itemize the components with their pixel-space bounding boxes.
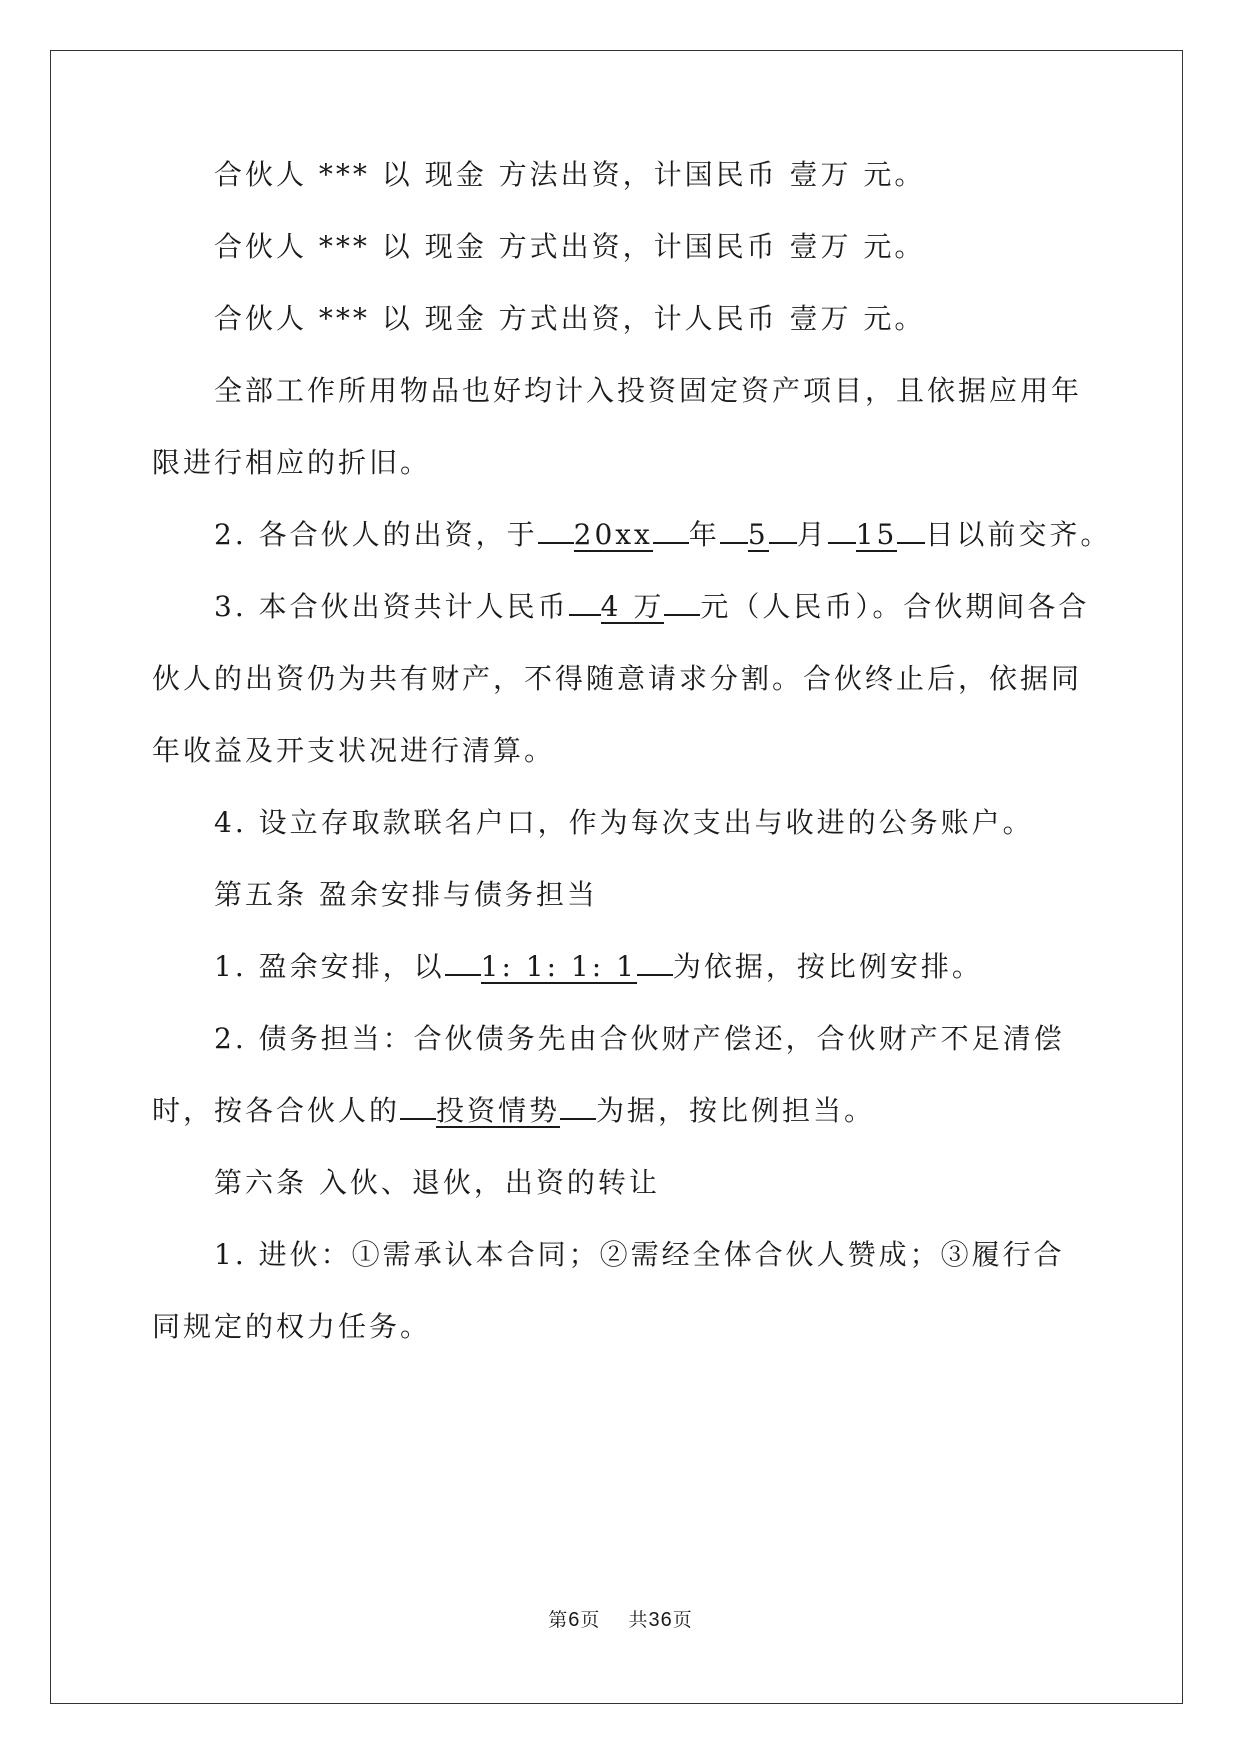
paragraph: 1. 进伙：①需承认本合同；②需经全体合伙人赞成；③履行合	[214, 1238, 1065, 1271]
page-number: 6	[568, 1609, 581, 1631]
section-heading: 第六条 入伙、退伙，出资的转让	[214, 1166, 660, 1199]
paragraph: 限进行相应的折旧。	[152, 446, 432, 479]
paragraph: 4. 设立存取款联名户口，作为每次支出与收进的公务账户。	[214, 806, 1034, 839]
underlined-blank: 4 万	[600, 590, 665, 623]
paragraph: 合伙人 *** 以 现金 方式出资，计人民币 壹万 元。	[214, 302, 926, 335]
paragraph: 同规定的权力任务。	[152, 1310, 432, 1343]
underlined-blank: 20xx	[573, 518, 653, 551]
underlined-blank: 1: 1: 1: 1	[480, 950, 637, 983]
paragraph: 伙人的出资仍为共有财产，不得随意请求分割。合伙终止后，依据同	[152, 662, 1083, 695]
underlined-blank: 投资情势	[436, 1094, 561, 1127]
page-total: 36	[648, 1609, 673, 1631]
section-heading: 第五条 盈余安排与债务担当	[214, 878, 598, 911]
paragraph: 3. 本合伙出资共计人民币 4 万 元（人民币）。合伙期间各合	[214, 590, 1090, 623]
underlined-blank: 5	[747, 518, 769, 551]
paragraph: 合伙人 *** 以 现金 方法出资，计国民币 壹万 元。	[214, 158, 926, 191]
paragraph: 1. 盈余安排，以 1: 1: 1: 1 为依据，按比例安排。	[214, 950, 983, 983]
paragraph: 全部工作所用物品也好均计入投资固定资产项目，且依据应用年	[214, 374, 1083, 407]
underlined-blank: 15	[855, 518, 898, 551]
paragraph: 2. 债务担当：合伙债务先由合伙财产偿还，合伙财产不足清偿	[214, 1022, 1065, 1055]
paragraph: 2. 各合伙人的出资，于 20xx 年 5 月 15 日以前交齐。	[214, 518, 1112, 551]
paragraph: 年收益及开支状况进行清算。	[152, 734, 556, 767]
page-border	[50, 50, 1183, 1704]
paragraph: 时，按各合伙人的 投资情势 为据，按比例担当。	[152, 1094, 876, 1127]
page-footer: 第6页 共36页	[548, 1609, 693, 1631]
paragraph: 合伙人 *** 以 现金 方式出资，计国民币 壹万 元。	[214, 230, 926, 263]
